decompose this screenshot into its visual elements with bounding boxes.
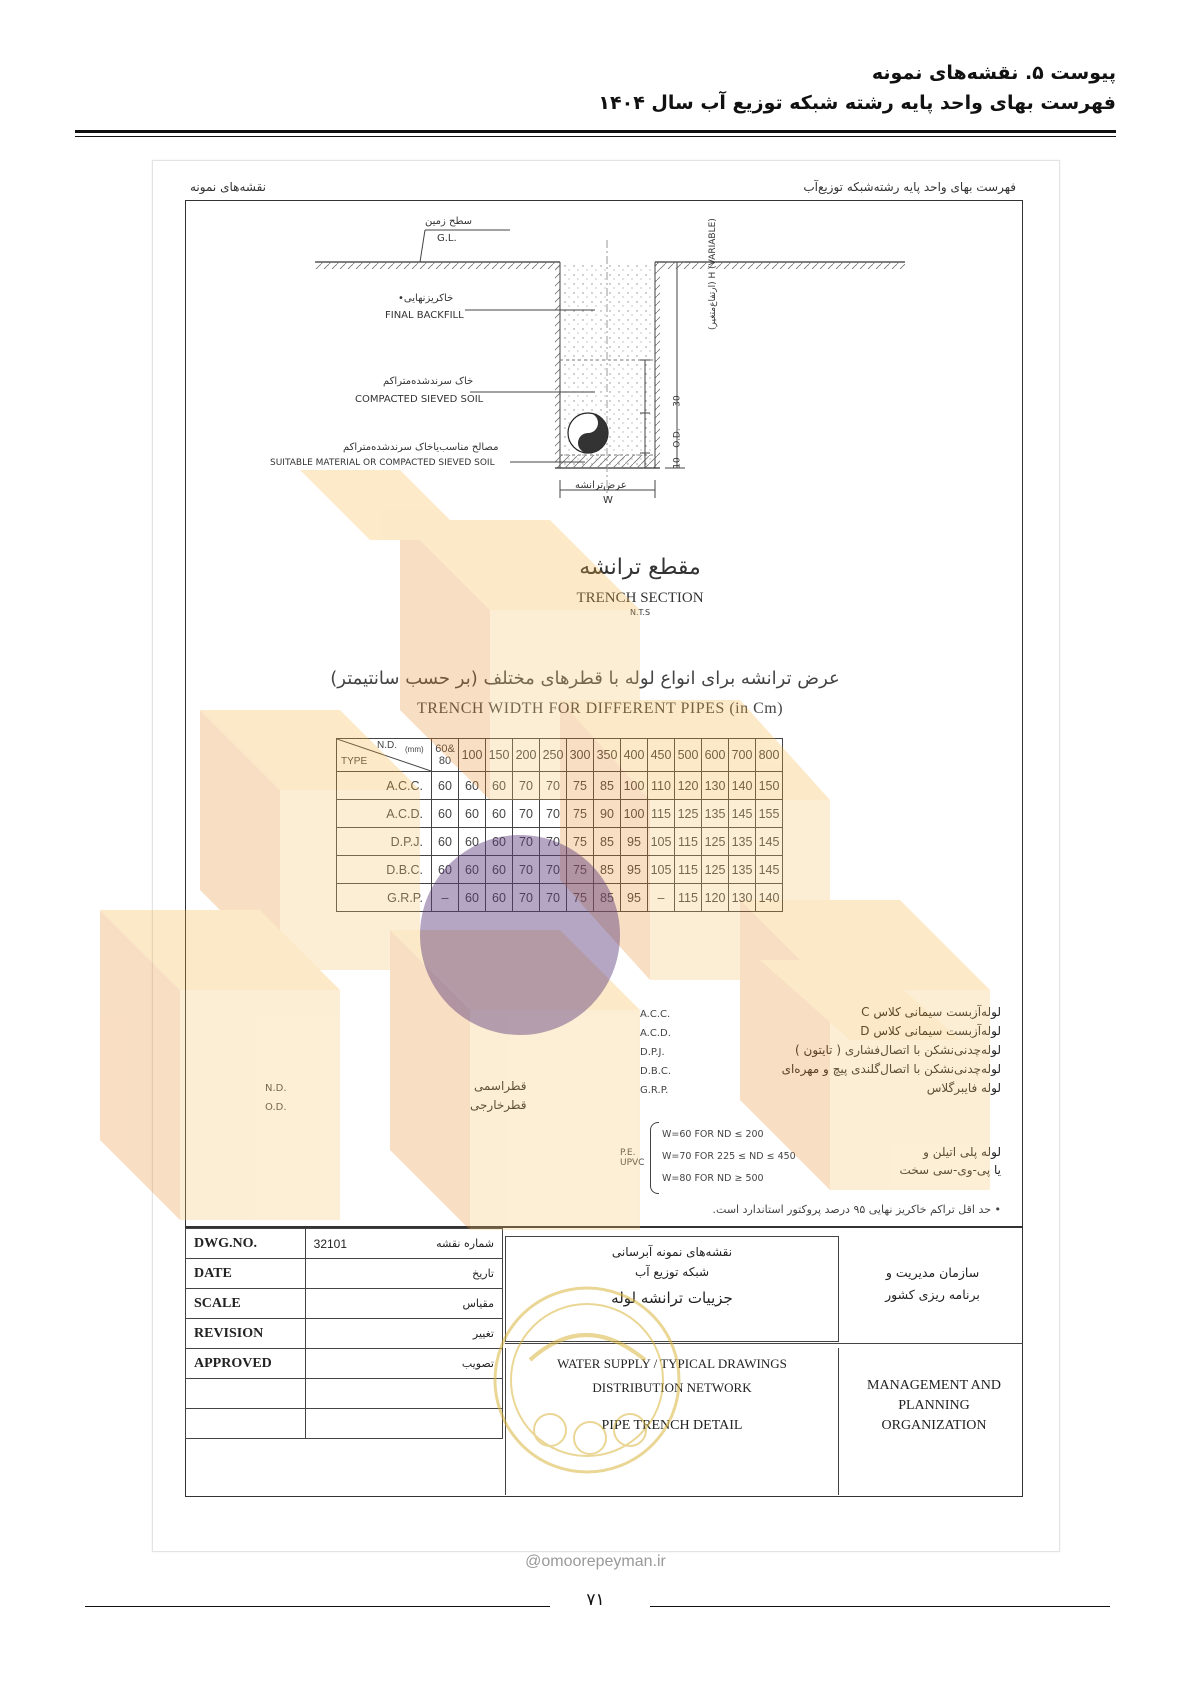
pe-desc-line2: یا پی-وی-سی سخت bbox=[899, 1163, 1001, 1177]
trench-width-table bbox=[336, 738, 783, 912]
table-cell: 95 bbox=[621, 856, 648, 884]
suitable-material-fa: مصالح مناسب‌یاخاک سرندشده‌متراکم bbox=[343, 442, 499, 453]
ground-label-en: G.L. bbox=[437, 233, 457, 244]
title-fa-line2: شبکه توزیع آب bbox=[634, 1265, 710, 1279]
col-header: 450 bbox=[648, 739, 675, 772]
org-en-line1: MANAGEMENT AND bbox=[867, 1378, 1001, 1393]
table-cell: 150 bbox=[756, 772, 783, 800]
corner-unit: (mm) bbox=[405, 745, 424, 754]
table-cell: 70 bbox=[540, 856, 567, 884]
table-cell: 130 bbox=[729, 884, 756, 912]
table-row bbox=[337, 772, 783, 800]
at-icon: @ bbox=[525, 1553, 542, 1570]
table-cell: 120 bbox=[702, 884, 729, 912]
table-cell: 85 bbox=[594, 828, 621, 856]
dim-10: 10 bbox=[672, 457, 683, 469]
legend-code: A.C.D. bbox=[640, 1028, 671, 1039]
table-cell: 60 bbox=[432, 828, 459, 856]
table-cell: 60 bbox=[432, 800, 459, 828]
pe-rule: W=60 FOR ND ≤ 200 bbox=[662, 1129, 764, 1140]
table-cell: 95 bbox=[621, 884, 648, 912]
info-value bbox=[305, 1349, 424, 1379]
table-title-fa: عرض ترانشه برای انواع لوله با قطرهای مختلف (بر حسب سانتیمتر) bbox=[330, 668, 840, 689]
diameter-codes bbox=[265, 1079, 287, 1117]
suitable-material-en: SUITABLE MATERIAL OR COMPACTED SIEVED SOIL bbox=[270, 458, 495, 468]
info-fa: تغییر bbox=[424, 1319, 502, 1349]
sheet-top-left: نقشه‌های نمونه bbox=[190, 180, 266, 194]
table-cell: – bbox=[432, 884, 459, 912]
title-fa-line3: جزییات ترانشه لوله bbox=[611, 1289, 733, 1307]
org-en-line2: PLANNING bbox=[898, 1398, 970, 1413]
info-value bbox=[305, 1289, 424, 1319]
legend-desc: لوله‌آزبست سیمانی‌ کلاس C bbox=[861, 1005, 1001, 1019]
table-cell: 70 bbox=[513, 800, 540, 828]
legend-desc: لوله‌چدنی‌نشکن با اتصال‌فشاری ( تایتون ) bbox=[795, 1043, 1001, 1057]
table-title-en: TRENCH WIDTH FOR DIFFERENT PIPES (in Cm) bbox=[416, 700, 784, 717]
table-cell: 90 bbox=[594, 800, 621, 828]
table-cell: 115 bbox=[675, 828, 702, 856]
table-cell: 70 bbox=[513, 772, 540, 800]
drawing-info-table bbox=[185, 1228, 503, 1439]
col-header: 200 bbox=[513, 739, 540, 772]
info-en: DWG.NO. bbox=[186, 1229, 306, 1259]
section-title-fa: مقطع ترانشه bbox=[579, 555, 701, 580]
legend-descriptions bbox=[782, 1003, 1001, 1098]
row-type: D.P.J. bbox=[337, 828, 432, 856]
info-fa bbox=[424, 1379, 502, 1409]
sheet-top-right: فهرست بهای واحد پایه رشته‌شبکه توزیع‌آب bbox=[803, 180, 1016, 194]
table-cell: 70 bbox=[540, 828, 567, 856]
info-row bbox=[186, 1409, 503, 1439]
table-cell: 75 bbox=[567, 884, 594, 912]
title-en-line1: WATER SUPPLY / TYPICAL DRAWINGS bbox=[557, 1356, 787, 1371]
height-label: (ارتفاع‌متغیر) H (VARIABLE) bbox=[708, 218, 718, 330]
info-value bbox=[305, 1319, 424, 1349]
diameter-name: قطراسمی bbox=[473, 1079, 527, 1093]
table-cell: 145 bbox=[729, 800, 756, 828]
title-fa-box bbox=[505, 1236, 839, 1342]
pe-brace bbox=[650, 1122, 659, 1194]
org-fa-line1: سازمان مدیریت و bbox=[885, 1265, 980, 1280]
table-cell: 75 bbox=[567, 800, 594, 828]
final-backfill-en: FINAL BACKFILL bbox=[385, 310, 464, 321]
col-header: 250 bbox=[540, 739, 567, 772]
table-cell: 75 bbox=[567, 828, 594, 856]
info-row bbox=[186, 1229, 503, 1259]
table-cell: 155 bbox=[756, 800, 783, 828]
pe-label: P.E. UPVC bbox=[620, 1148, 645, 1168]
pe-rules bbox=[662, 1124, 796, 1190]
dim-30: 30 bbox=[672, 395, 683, 407]
title-en-box bbox=[505, 1348, 839, 1495]
header-rule-thick bbox=[75, 130, 1116, 133]
table-cell: 115 bbox=[648, 800, 675, 828]
table-cell: 60 bbox=[432, 856, 459, 884]
col-header: 800 bbox=[756, 739, 783, 772]
table-cell: 60 bbox=[459, 800, 486, 828]
table-cell: 140 bbox=[756, 884, 783, 912]
section-title-en: TRENCH SECTION bbox=[576, 590, 704, 606]
table-cell: 85 bbox=[594, 856, 621, 884]
legend-codes bbox=[640, 1005, 671, 1100]
info-value bbox=[305, 1409, 424, 1439]
info-en: SCALE bbox=[186, 1289, 306, 1319]
info-row bbox=[186, 1259, 503, 1289]
table-cell: 70 bbox=[540, 800, 567, 828]
table-row bbox=[337, 800, 783, 828]
table-cell: 130 bbox=[702, 772, 729, 800]
org-fa bbox=[850, 1262, 1015, 1306]
info-row bbox=[186, 1289, 503, 1319]
info-fa: تصویب bbox=[424, 1349, 502, 1379]
watermark-url-text: omoorepeyman.ir bbox=[541, 1553, 666, 1570]
table-cell: 60 bbox=[486, 856, 513, 884]
section-scale: N.T.S bbox=[629, 608, 651, 617]
table-cell: 60 bbox=[432, 772, 459, 800]
trench-width-en: W bbox=[603, 495, 613, 506]
row-type: D.B.C. bbox=[337, 856, 432, 884]
table-cell: 60 bbox=[459, 884, 486, 912]
table-cell: 70 bbox=[513, 828, 540, 856]
compaction-note: • حد اقل تراکم خاکریز نهایی ۹۵ درصد پروکتور استاندارد است. bbox=[712, 1203, 1001, 1216]
table-cell: 70 bbox=[540, 884, 567, 912]
table-cell: 100 bbox=[621, 772, 648, 800]
table-cell: 125 bbox=[675, 800, 702, 828]
table-cell: 115 bbox=[675, 884, 702, 912]
table-cell: 125 bbox=[702, 856, 729, 884]
col-header: 700 bbox=[729, 739, 756, 772]
trench-width-fa: عرض‌ترانشه bbox=[575, 480, 627, 491]
table-cell: 100 bbox=[621, 800, 648, 828]
header-rule-thin bbox=[75, 136, 1116, 137]
info-value bbox=[305, 1379, 424, 1409]
info-en bbox=[186, 1379, 306, 1409]
table-cell: 60 bbox=[459, 772, 486, 800]
diameter-code: N.D. bbox=[265, 1083, 287, 1094]
table-cell: 70 bbox=[540, 772, 567, 800]
table-cell: 105 bbox=[648, 828, 675, 856]
table-cell: 60 bbox=[459, 828, 486, 856]
table-cell: 60 bbox=[486, 828, 513, 856]
table-cell: 60 bbox=[486, 884, 513, 912]
table-cell: 70 bbox=[513, 856, 540, 884]
table-row bbox=[337, 884, 783, 912]
col-header: 150 bbox=[486, 739, 513, 772]
org-en-line3: ORGANIZATION bbox=[881, 1418, 987, 1433]
col-header: 500 bbox=[675, 739, 702, 772]
legend-code: A.C.C. bbox=[640, 1009, 671, 1020]
org-fa-line2: برنامه ریزی کشور bbox=[885, 1287, 980, 1302]
table-corner-cell bbox=[337, 739, 432, 772]
info-value: 32101 bbox=[305, 1229, 424, 1259]
col-header: 100 bbox=[459, 739, 486, 772]
table-cell: 145 bbox=[756, 828, 783, 856]
legend-code: D.B.C. bbox=[640, 1066, 672, 1077]
page-number: ۷۱ bbox=[586, 1590, 605, 1610]
title-block-left bbox=[185, 1228, 503, 1439]
table-cell: 105 bbox=[648, 856, 675, 884]
row-type: G.R.P. bbox=[337, 884, 432, 912]
header-line-2: فهرست بهای واحد پایه رشته شبکه توزیع آب سال ۱۴۰۴ bbox=[598, 92, 1116, 114]
title-en-line3: PIPE TRENCH DETAIL bbox=[601, 1418, 743, 1433]
table-cell: 135 bbox=[729, 856, 756, 884]
table-cell: 115 bbox=[675, 856, 702, 884]
info-en bbox=[186, 1409, 306, 1439]
pe-description bbox=[900, 1143, 1001, 1179]
pe-rule: W=70 FOR 225 ≤ ND ≤ 450 bbox=[662, 1151, 796, 1162]
diameter-code: O.D. bbox=[265, 1102, 287, 1113]
info-en: DATE bbox=[186, 1259, 306, 1289]
table-cell: 85 bbox=[594, 884, 621, 912]
compacted-soil-en: COMPACTED SIEVED SOIL bbox=[355, 394, 484, 405]
col-header: 400 bbox=[621, 739, 648, 772]
table-cell: 75 bbox=[567, 772, 594, 800]
ground-label-fa: سطح زمین bbox=[425, 216, 473, 227]
table-cell: 120 bbox=[675, 772, 702, 800]
table-cell: – bbox=[648, 884, 675, 912]
info-value bbox=[305, 1259, 424, 1289]
table-cell: 75 bbox=[567, 856, 594, 884]
corner-type: TYPE bbox=[341, 756, 368, 767]
table-cell: 60 bbox=[486, 800, 513, 828]
legend-desc: لوله‌آزبست سیمانی کلاس D bbox=[860, 1024, 1001, 1038]
table-cell: 110 bbox=[648, 772, 675, 800]
info-fa bbox=[424, 1409, 502, 1439]
col-header: 60& 80 bbox=[432, 739, 459, 772]
dim-od: O.D. bbox=[672, 428, 683, 448]
table-cell: 135 bbox=[702, 800, 729, 828]
table-header-row bbox=[337, 739, 783, 772]
final-backfill-fa: خاکریزنهایی• bbox=[398, 293, 454, 304]
table-cell: 125 bbox=[702, 828, 729, 856]
info-row bbox=[186, 1319, 503, 1349]
col-header: 600 bbox=[702, 739, 729, 772]
info-fa: مقیاس bbox=[424, 1289, 502, 1319]
table-cell: 95 bbox=[621, 828, 648, 856]
header-line-1: پیوست ۵. نقشه‌های نمونه bbox=[871, 62, 1116, 84]
table-cell: 140 bbox=[729, 772, 756, 800]
table-cell: 60 bbox=[486, 772, 513, 800]
watermark-url bbox=[0, 1553, 1191, 1571]
legend-code: G.R.P. bbox=[640, 1085, 669, 1096]
table-row bbox=[337, 828, 783, 856]
col-header: 350 bbox=[594, 739, 621, 772]
table-cell: 135 bbox=[729, 828, 756, 856]
title-en-line2: DISTRIBUTION NETWORK bbox=[592, 1380, 752, 1395]
diameter-name: قطرخارجی bbox=[470, 1098, 527, 1112]
corner-nd: N.D. bbox=[377, 740, 397, 751]
info-row bbox=[186, 1379, 503, 1409]
info-en: APPROVED bbox=[186, 1349, 306, 1379]
pe-rule: W=80 FOR ND ≥ 500 bbox=[662, 1173, 764, 1184]
table-row bbox=[337, 856, 783, 884]
row-type: A.C.D. bbox=[337, 800, 432, 828]
legend-desc: لوله‌چدنی‌نشکن با اتصال‌گلندی پیچ و مهره‌ای bbox=[781, 1062, 1001, 1076]
info-en: REVISION bbox=[186, 1319, 306, 1349]
compacted-soil-fa: خاک سرندشده‌متراکم bbox=[383, 376, 474, 387]
info-fa: تاریخ bbox=[424, 1259, 502, 1289]
trench-width-table-wrap bbox=[336, 738, 783, 912]
table-cell: 70 bbox=[513, 884, 540, 912]
diameter-names bbox=[470, 1077, 527, 1115]
table-cell: 145 bbox=[756, 856, 783, 884]
row-type: A.C.C. bbox=[337, 772, 432, 800]
title-fa-line1: نقشه‌های نمونه آبرسانی bbox=[611, 1245, 733, 1259]
info-row bbox=[186, 1349, 503, 1379]
title-mid-line bbox=[505, 1343, 1023, 1344]
pe-desc-line1: لوله پلی اتیلن و bbox=[923, 1145, 1001, 1159]
legend-desc: لوله فایبرگلاس bbox=[926, 1081, 1001, 1095]
table-cell: 60 bbox=[459, 856, 486, 884]
org-en bbox=[845, 1376, 1023, 1436]
legend-code: D.P.J. bbox=[640, 1047, 665, 1058]
info-fa: شماره نقشه bbox=[424, 1229, 502, 1259]
col-header: 300 bbox=[567, 739, 594, 772]
table-cell: 85 bbox=[594, 772, 621, 800]
